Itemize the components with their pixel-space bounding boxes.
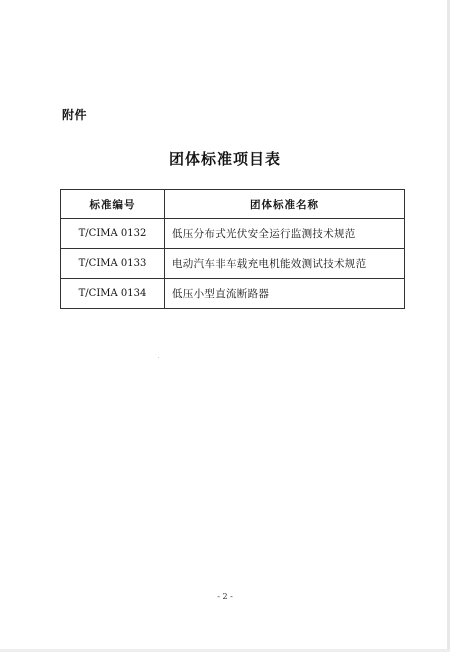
column-header-name: 团体标准名称 [165,190,405,219]
page-number: - 2 - [217,592,233,601]
standard-code-cell: T/CIMA 0132 [61,219,165,249]
table-row [61,219,405,249]
standard-code-cell: T/CIMA 0133 [61,249,165,279]
column-header-code: 标准编号 [61,190,165,219]
document-title: 团体标准项目表 [168,150,281,168]
standard-code-cell: T/CIMA 0134 [61,279,165,309]
table-row [61,249,405,279]
attachment-label: 附件 [62,108,88,122]
table-row [61,279,405,309]
scan-speck [158,357,159,358]
standard-name-cell: 低压分布式光伏安全运行监测技术规范 [165,219,405,249]
standard-name-cell: 低压小型直流断路器 [165,279,405,309]
standards-table [60,189,405,309]
standard-name-cell: 电动汽车非车载充电机能效测试技术规范 [165,249,405,279]
table-header-row [61,190,405,219]
